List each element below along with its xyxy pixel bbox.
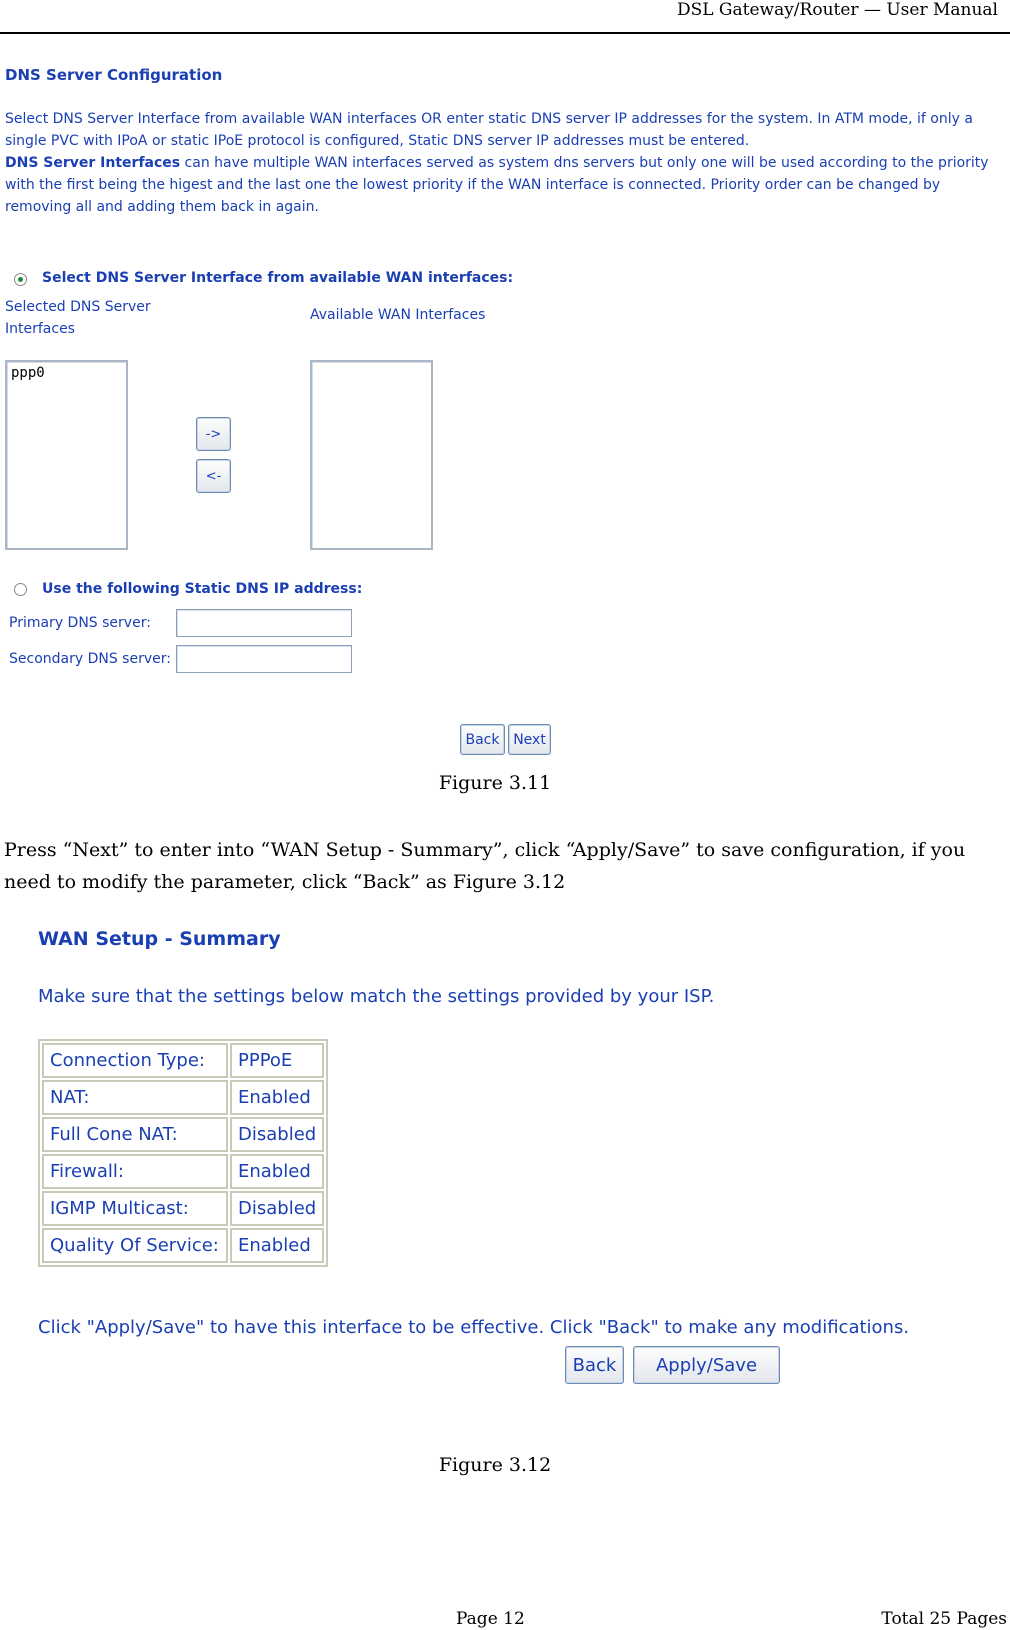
table-row [42, 1117, 324, 1152]
summary-value: Disabled [230, 1191, 324, 1226]
wan-interface-radio[interactable] [14, 273, 27, 286]
selected-interfaces-label: Selected DNS Server Interfaces [5, 299, 151, 337]
summary-table [38, 1039, 328, 1267]
figure-caption: Figure 3.12 [438, 1454, 552, 1476]
summary-value: Disabled [230, 1117, 324, 1152]
summary-value: Enabled [230, 1228, 324, 1263]
static-dns-radio[interactable] [14, 583, 27, 596]
secondary-dns-label: Secondary DNS server: [9, 651, 171, 667]
summary-title: WAN Setup - Summary [38, 928, 281, 950]
figure-caption: Figure 3.11 [438, 772, 552, 794]
table-row [42, 1080, 324, 1115]
summary-value: Enabled [230, 1080, 324, 1115]
static-dns-radio-label: Use the following Static DNS IP address: [42, 581, 363, 597]
dns-config-title: DNS Server Configuration [5, 66, 223, 84]
dns-config-description: Select DNS Server Interface from available WAN interfaces OR enter static DNS server IP addresses for the system. In ATM mode, if only a single PVC with IPoA or static IPoE protocol is configured, Static DNS server IP addresses must be entered. [5, 111, 973, 149]
primary-dns-label: Primary DNS server: [9, 615, 151, 631]
header-divider [0, 32, 1010, 34]
back-button[interactable]: Back [460, 724, 505, 755]
remove-interface-button[interactable]: <- [196, 459, 231, 493]
body-paragraph: Press “Next” to enter into “WAN Setup - Summary”, click “Apply/Save” to save configuration, if you need to modify the parameter, click “Back” as Figure 3.12 [4, 839, 966, 893]
list-item[interactable]: ppp0 [11, 365, 45, 381]
primary-dns-input[interactable] [176, 609, 352, 637]
table-row [42, 1191, 324, 1226]
summary-key: NAT: [42, 1080, 228, 1115]
summary-value: Enabled [230, 1154, 324, 1189]
summary-key: Quality Of Service: [42, 1228, 228, 1263]
wan-interface-radio-label: Select DNS Server Interface from available WAN interfaces: [42, 270, 514, 286]
page-number: Page 12 [456, 1609, 525, 1629]
page-header: DSL Gateway/Router — User Manual [676, 0, 998, 20]
summary-note: Click "Apply/Save" to have this interface to be effective. Click "Back" to make any modifications. [38, 1317, 910, 1338]
summary-key: Connection Type: [42, 1043, 228, 1078]
available-interfaces-listbox[interactable] [310, 360, 433, 550]
table-row [42, 1228, 324, 1263]
secondary-dns-input[interactable] [176, 645, 352, 673]
apply-save-button[interactable]: Apply/Save [633, 1346, 780, 1384]
dns-interfaces-text: can have multiple WAN interfaces served as system dns servers but only one will be used according to the priority with the first being the higest and the last one the lowest priority if the WAN interface is connected. Priority order can be changed by removing all and adding them back in again. [5, 155, 989, 215]
dns-interfaces-term: DNS Server Interfaces [5, 155, 181, 171]
summary-key: Full Cone NAT: [42, 1117, 228, 1152]
summary-back-button[interactable]: Back [565, 1346, 624, 1384]
selected-interfaces-listbox[interactable] [5, 360, 128, 550]
summary-key: Firewall: [42, 1154, 228, 1189]
table-row [42, 1043, 324, 1078]
summary-key: IGMP Multicast: [42, 1191, 228, 1226]
dns-interfaces-description [5, 152, 1000, 218]
table-row [42, 1154, 324, 1189]
total-pages: Total 25 Pages [881, 1609, 1007, 1629]
add-interface-button[interactable]: -> [196, 417, 231, 451]
available-interfaces-label: Available WAN Interfaces [310, 307, 486, 323]
summary-value: PPPoE [230, 1043, 324, 1078]
next-button[interactable]: Next [508, 724, 551, 755]
summary-description: Make sure that the settings below match the settings provided by your ISP. [38, 986, 715, 1007]
